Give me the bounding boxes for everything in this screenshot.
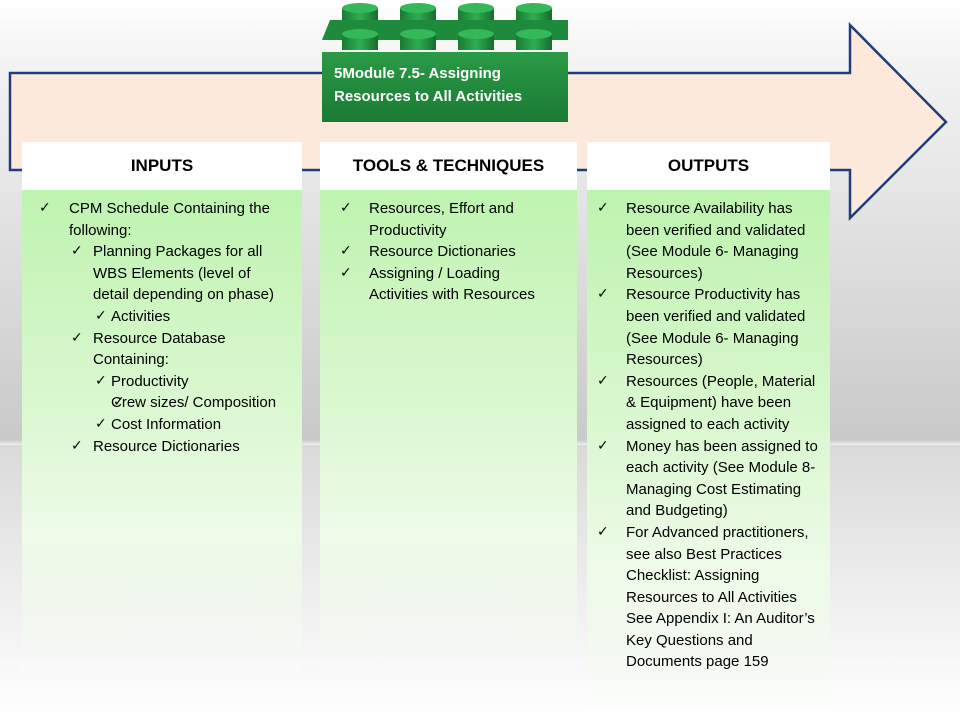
list-item: ✓ Resource Dictionaries xyxy=(22,436,288,458)
inputs-heading: INPUTS xyxy=(22,142,302,190)
list-item: ✓ Assigning / Loading Activities with Resources xyxy=(320,263,547,306)
module-title: 5Module 7.5- Assigning Resources to All Activities xyxy=(334,65,523,105)
list-item: ✓ Productivity xyxy=(22,371,288,393)
list-item: ✓ For Advanced practitioners, see also Best Practices Checklist: Assigning Resources to All Activities See Appendix I: An Auditor’s Key Questions and Documents page 159 xyxy=(587,522,822,673)
list-item: ✓ Resource Availability has been verified and validated (See Module 6- Managing Resources) xyxy=(587,198,822,284)
list-item: ✓ CPM Schedule Containing the following: xyxy=(22,198,288,241)
list-item: ✓ Resource Database Containing: xyxy=(22,328,288,371)
outputs-heading: OUTPUTS xyxy=(587,142,830,190)
list-item: ✓ Crew sizes/ Composition xyxy=(22,392,288,414)
tools-heading: TOOLS & TECHNIQUES xyxy=(320,142,577,190)
list-item: ✓ Resource Productivity has been verified and validated (See Module 6- Managing Resources) xyxy=(587,284,822,370)
list-item: ✓ Money has been assigned to each activity (See Module 8- Managing Cost Estimating and Budgeting) xyxy=(587,436,822,522)
list-item: ✓ Resources (People, Material & Equipment) have been assigned to each activity xyxy=(587,371,822,436)
outputs-column xyxy=(587,142,830,720)
tools-list xyxy=(320,198,547,306)
tools-column xyxy=(320,142,577,672)
inputs-column xyxy=(22,142,302,672)
list-item: ✓ Planning Packages for all WBS Elements (level of detail depending on phase) xyxy=(22,241,288,306)
list-item: ✓ Resources, Effort and Productivity xyxy=(320,198,547,241)
list-item: ✓ Activities xyxy=(22,306,288,328)
list-item: ✓ Resource Dictionaries xyxy=(320,241,547,263)
outputs-list xyxy=(587,198,822,673)
inputs-list xyxy=(22,198,288,457)
list-item: ✓ Cost Information xyxy=(22,414,288,436)
